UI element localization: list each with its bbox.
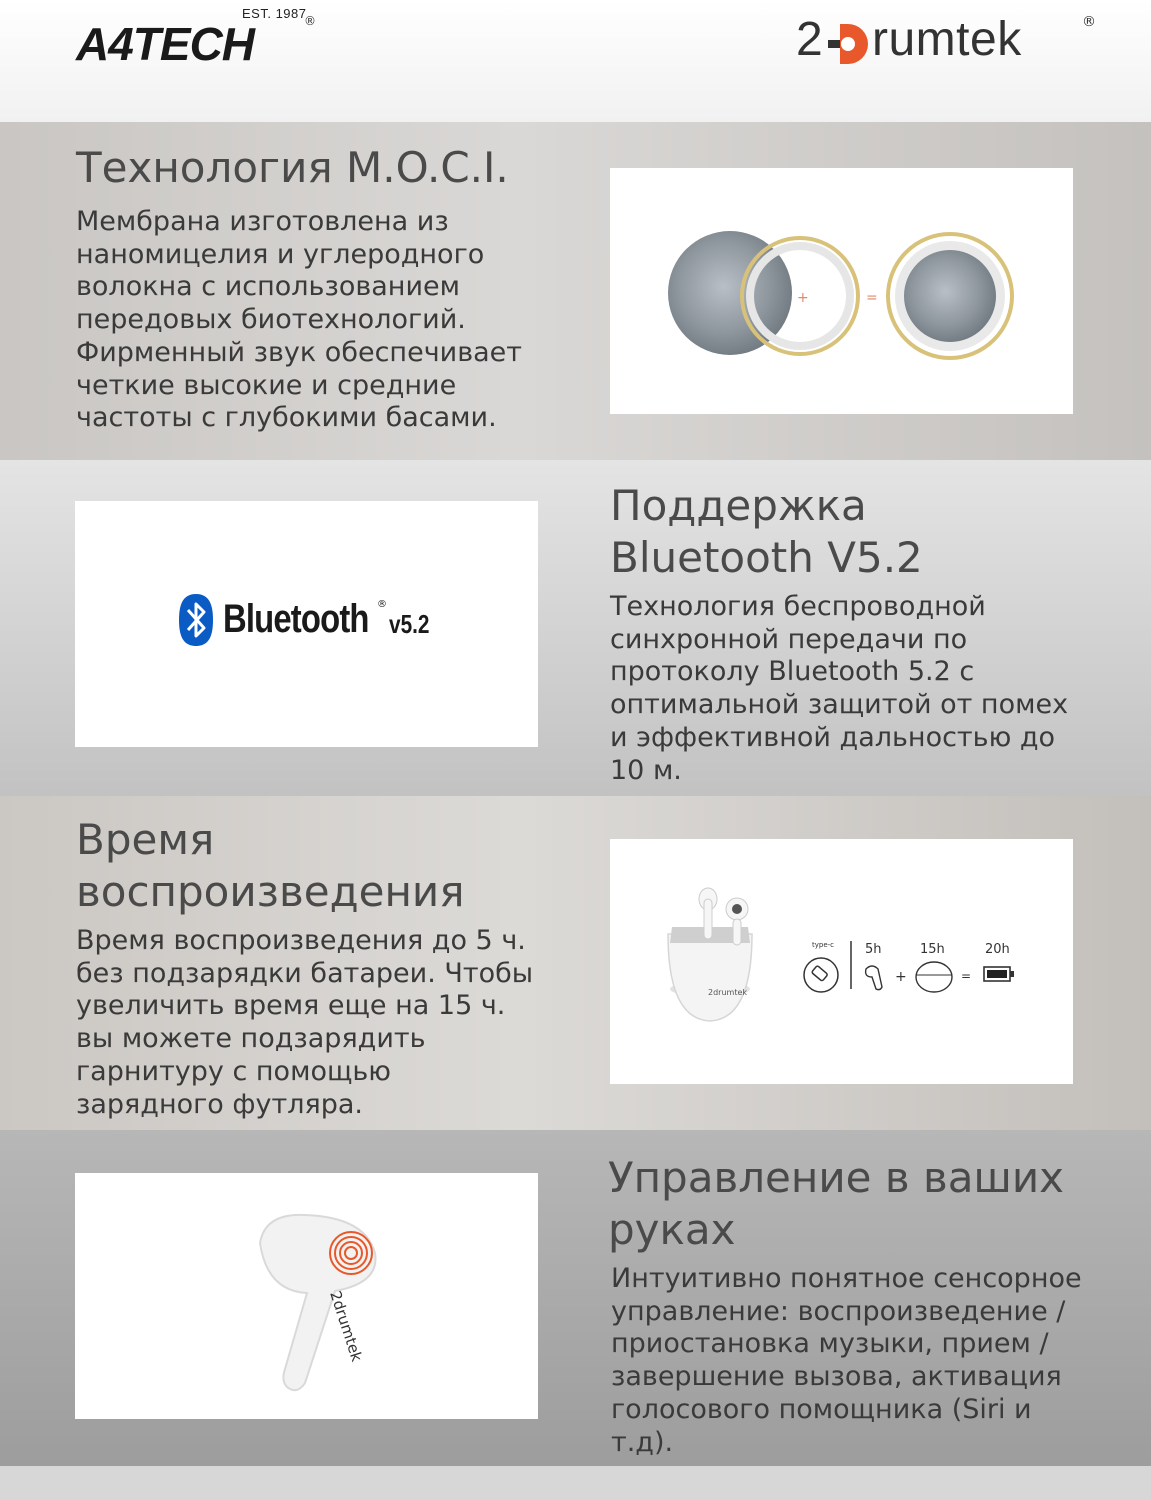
moci-diagram: [610, 168, 1073, 414]
earbud-small-icon: [866, 966, 882, 990]
case-hours: 15h: [920, 942, 945, 957]
bluetooth-icon: [179, 594, 213, 646]
footer-strip: [0, 1466, 1151, 1500]
bluetooth-version: v5.2: [389, 609, 430, 639]
bluetooth-text: Технология беспроводной синхронной передачи по протоколу Bluetooth 5.2 с оптимальной защитой от помех и эффективной дальностью до 10 м.: [610, 591, 1069, 786]
bluetooth-wordmark: Bluetooth: [223, 597, 369, 641]
2drumtek-wordmark: rumtek: [872, 13, 1022, 66]
control-text: Интуитивно понятное сенсорное управление: воспроизведение / приостановка музыки, прием / завершение вызова, активация голосового помощника (Siri и т.д).: [611, 1263, 1082, 1458]
moci-plus: +: [797, 290, 809, 306]
control-diagram: [75, 1173, 538, 1419]
playtime-diagram: [610, 839, 1073, 1084]
playtime-image: [610, 839, 1073, 1084]
case-logo: 2drumtek: [708, 988, 748, 997]
total-hours: 20h: [985, 942, 1010, 957]
header: [0, 0, 1151, 122]
battery-equals: =: [961, 969, 972, 983]
case-small-icon: [916, 962, 952, 992]
earbud-hours: 5h: [865, 942, 882, 957]
earbud-logo: 2drumtek: [326, 1288, 366, 1364]
control-title: Управление в ваших руках: [608, 1153, 1065, 1254]
moci-text: Мембрана изготовлена из наномицелия и углеродного волокна с использованием передовых биотехнологий. Фирменный звук обеспечивает четкие высокие и средние частоты с глубокими басами.: [76, 206, 522, 434]
2drumtek-prefix: 2: [796, 13, 823, 66]
a4tech-logo: [76, 6, 326, 68]
a4tech-wordmark: A4TECH: [76, 18, 255, 70]
a4tech-est: EST. 1987: [242, 6, 307, 21]
control-image: [75, 1173, 538, 1419]
moci-title: Технология M.O.C.I.: [76, 143, 509, 192]
earbud-icon: [704, 899, 712, 939]
earbud-icon: [260, 1215, 376, 1390]
battery-plus: +: [895, 969, 907, 985]
case-icon: [668, 934, 752, 1021]
bluetooth-reg: ®: [377, 599, 387, 610]
bluetooth-image: [75, 501, 538, 747]
a4tech-reg-mark: ®: [304, 14, 316, 28]
2drumtek-reg-mark: ®: [1082, 14, 1096, 30]
playtime-text: Время воспроизведения до 5 ч. без подзарядки батареи. Чтобы увеличить время еще на 15 ч. вы можете подзарядить гарнитуру с помощью зарядного футляра.: [76, 925, 534, 1120]
type-c-label: type-c: [812, 941, 835, 949]
moci-image: [610, 168, 1073, 414]
2drumtek-logo: [796, 14, 1106, 70]
drum-d-icon: [826, 22, 870, 66]
playtime-title: Время воспроизведения: [76, 815, 465, 916]
bluetooth-title: Поддержка Bluetooth V5.2: [610, 481, 923, 582]
moci-equals: =: [866, 290, 878, 306]
type-c-icon: [804, 958, 838, 992]
